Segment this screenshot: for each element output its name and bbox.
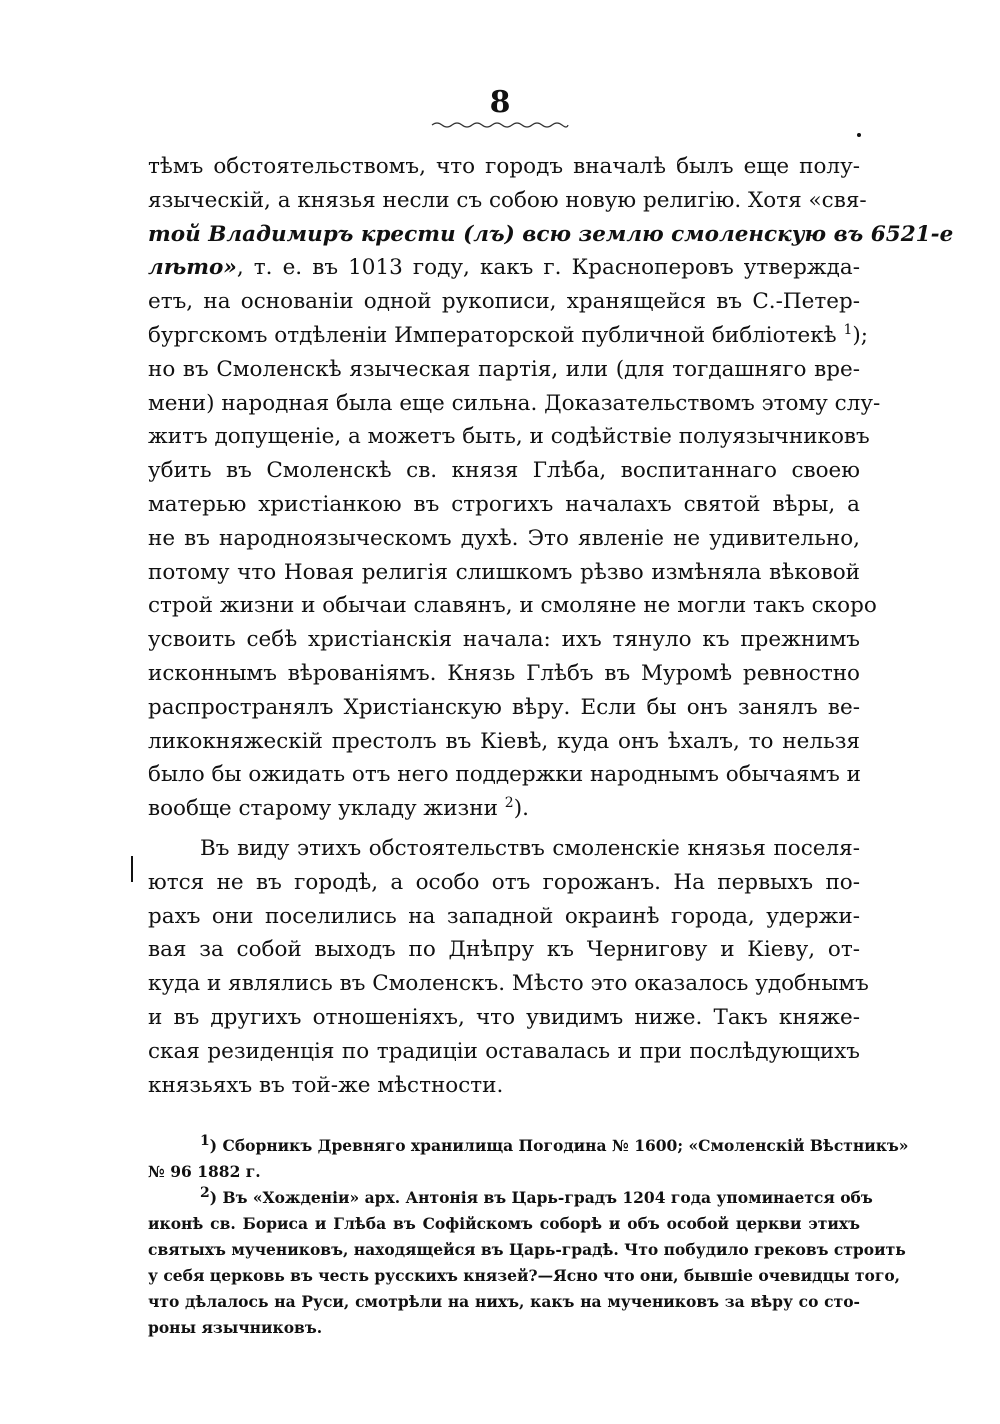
quoted-chronicle-text: той Владимиръ крести (лъ) всю землю смоленскую въ 6521-е [148,221,954,247]
footnote-marker: 2 [200,1184,210,1201]
text-line: убить въ Смоленскѣ св. князя Глѣба, воспитаннаго своею [148,458,860,484]
footnote-ref-1: 1 [843,321,853,338]
footnote-1 [148,1132,909,1185]
footnote-marker: 1 [200,1132,210,1149]
text-line: князьяхъ въ той-же мѣстности. [148,1072,504,1098]
footnote-line: роны язычниковъ. [148,1318,323,1337]
text-line: ская резиденція по традиціи оставалась и при послѣдующихъ [148,1038,860,1064]
footnote-line: иконѣ св. Бориса и Глѣба въ Софійскомъ соборѣ и объ особой церкви этихъ [148,1214,860,1233]
text-line: потому что Новая религія слишкомъ рѣзво измѣняла вѣковой [148,559,860,585]
text-line: было бы ожидать отъ него поддержки народнымъ обычаямъ и [148,762,861,788]
text-line: распространялъ Христіанскую вѣру. Если бы онъ занялъ ве- [148,694,860,720]
paragraph-2 [148,832,869,1102]
text-line: житъ допущеніе, а можетъ быть, и содѣйствіе полуязычниковъ [148,424,870,450]
text-line: строй жизни и обычаи славянъ, и смоляне не могли такъ скоро [148,593,877,619]
quoted-chronicle-text: лѣто» [148,255,237,281]
footnotes [148,1132,909,1341]
stray-dot-mark [857,133,861,137]
text-line: ликокняжескій престолъ въ Кіевѣ, куда онъ ѣхалъ, то нельзя [148,728,860,754]
text-line: языческій, а князья несли съ собою новую религію. Хотя «свя- [148,187,867,213]
footnote-2 [148,1184,906,1341]
text-line: вообще старому укладу жизни $^2$). [148,794,529,822]
margin-mark [131,856,133,882]
paragraph-1 [148,150,954,826]
text-line: и въ другихъ отношеніяхъ, что увидимъ ниже. Такъ княже- [148,1004,860,1030]
text-line: куда и являлись въ Смоленскъ. Мѣсто это оказалось удобнымъ [148,971,869,997]
text-line: исконнымъ вѣрованіямъ. Князь Глѣбъ въ Муромѣ ревностно [148,660,860,686]
text-line: матерью христіанкою въ строгихъ началахъ святой вѣры, а [148,491,860,517]
footnote-ref-2: 2 [504,794,514,811]
text-line: етъ, на основаніи одной рукописи, хранящейся въ С.-Петер- [148,289,860,315]
text-line: рахъ они поселились на западной окраинѣ города, удержи- [148,903,860,929]
page-number: 8 [489,85,511,120]
footnote-line: № 96 1882 г. [148,1162,261,1181]
decorative-wave-ornament [430,120,570,130]
footnote-line: $^2$) Въ «Хожденіи» арх. Антонія въ Царь-градъ 1204 года упоминается объ [200,1184,873,1207]
text-line: тѣмъ обстоятельствомъ, что городъ вначалѣ былъ еще полу- [148,154,860,179]
text-line: усвоить себѣ христіанскія начала: ихъ тянуло къ прежнимъ [148,627,860,653]
text-line: лѣто», т. е. въ 1013 году, какъ г. Красноперовъ утвержда- [148,255,860,281]
text-line: ются не въ городѣ, а особо отъ горожанъ. На первыхъ по- [148,869,860,895]
footnote-line: святыхъ мучениковъ, находящейся въ Царь-градѣ. Что побудило грековъ строить [148,1240,906,1259]
text-line [148,218,954,252]
text-line: бургскомъ отдѣленіи Императорской публичной библіотекѣ $^1$); [148,321,869,348]
text-line: мени) народная была еще сильна. Доказательствомъ этому слу- [148,390,881,416]
footnote-line: у себя церковь въ честь русскихъ князей?—Ясно что они, бывшіе очевидцы того, [148,1266,901,1285]
footnote-line: $^1$) Сборникъ Древняго хранилища Погодина № 1600; «Смоленскій Вѣстникъ» [200,1132,909,1155]
text-line: Въ виду этихъ обстоятельствъ смоленскіе князья поселя- [200,836,860,861]
text-line: вая за собой выходъ по Днѣпру къ Чернигову и Кіеву, от- [148,937,860,963]
text-line: не въ народноязыческомъ духѣ. Это явленіе не удивительно, [148,525,860,551]
footnote-line: что дѣлалось на Руси, смотрѣли на нихъ, какъ на мучениковъ за вѣру со сто- [148,1292,860,1311]
text-line: но въ Смоленскѣ языческая партія, или (для тогдашняго вре- [148,356,860,382]
